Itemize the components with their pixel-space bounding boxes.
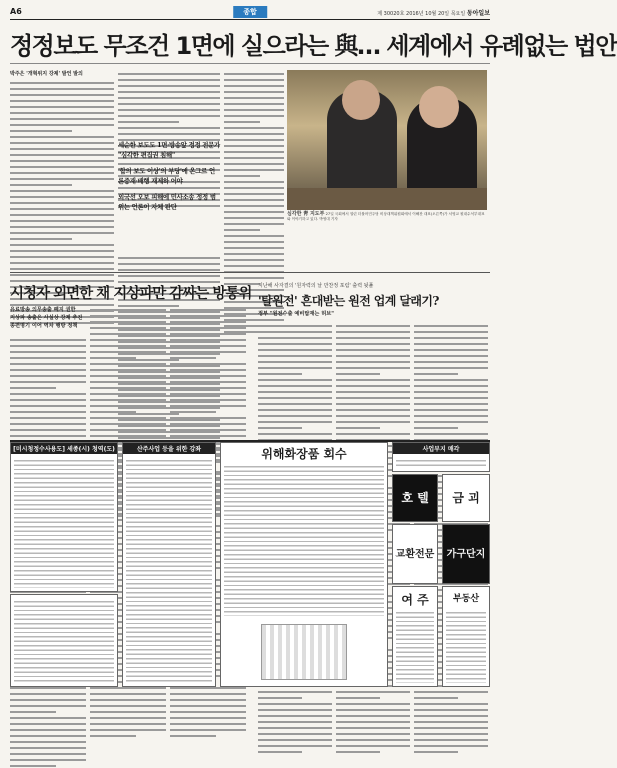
pullquote-2: '합의 보도 이상'의 부당'에 온그르 언론중재·배행 재제하 어야 [118,167,215,185]
ad-block-2 [122,442,216,687]
second-left-col-1 [10,336,86,436]
ad-8-big: 여 주 [401,593,429,607]
ad-block-5 [392,474,438,522]
second-left-headline: 시청자 외면한 채 지상파만 감싸는 방통위 [10,285,252,302]
lead-column-3 [224,70,284,266]
issue-date: 2016년 10월 20일 목요일 [406,11,466,17]
second-left-col-3 [170,306,246,436]
ad-block-8 [392,586,438,687]
ad-3-image [261,624,347,680]
kicker-left-1: 유료방송 의무송출 폐지 권한 [10,307,76,313]
photo-caption [287,212,487,222]
ad-block-6 [392,524,438,584]
second-left-col-2 [90,306,166,436]
photo-caption-text: 27일 국회에서 열린 더불어민주당 비상대책위원회에서 이해찬 대표(오른쪽)가 서영교 원내수석부대표와 이야기하고 있다. 박영대 기자 [287,212,485,221]
section-label: 종합 [233,6,267,18]
text-line [170,732,216,738]
kicker-left-3: 종편명기 이어 역차 행방 정책 [10,323,78,329]
lead-column-1 [10,70,114,255]
page-number: A6 [10,7,22,16]
ad-block-4 [392,442,490,472]
ad-9-big: 금 괴 [452,491,480,505]
second-right-headline: '탈원전' 흔대받는 원전 업계 달래기? [258,294,439,308]
text-line [10,762,56,768]
issue-number: 제 30020호 [377,11,405,17]
pullquote-3: 외국선 오보 피해에 민사소송 정정 범위는 언론이 자체 판단 [118,193,216,211]
second-right-col-2 [336,322,410,436]
paper-name: 동아일보 [466,10,490,17]
lead-headline: 정정보도 무조건 1면에 실으라는 與… 세계에서 유례없는 법안 [10,28,490,64]
second-right-kicker: 지난해 사자결의 '원자력의 날 만찬정 포럼' 출력 뒷풀 [258,283,374,289]
ad-7-big: 가구단지 [446,549,486,560]
kicker-left-2: 지상파 송출은 사실상 강제 추진 [10,315,83,321]
ad-block-9 [442,474,490,522]
lead-byline: 박주은 '개혁위지 강제' 발언 발의 [10,71,83,77]
text-line [258,748,302,754]
ad-10-big: 부동산 [452,594,480,604]
classified-ads [10,442,490,687]
page-header [10,6,490,20]
lead-column-2-bottom [118,254,220,268]
text-line [414,748,458,754]
ad-block-3 [220,442,388,687]
ad-1-title: [미시청정수사용도] 세종(시) 청역(도) [11,443,117,454]
ad-block-7 [442,524,490,584]
lead-pullquotes [118,140,220,252]
lead-photo [287,70,487,210]
text-line [90,732,136,738]
issue-meta [377,8,490,17]
second-right-col-3 [414,322,488,436]
second-right-col-1 [258,322,332,436]
ad-3-title: 위해화장품 회수 [261,447,347,461]
pullquote-1: 세순한 보도도 1면·방송앞 정정 전문가 "심각한 편집권 침해" [118,141,220,159]
photo-caption-name: 심각한 靑 지도부 [287,211,325,217]
second-right-subkicker: 정부 "원전수출 예비탑재는 허브" [258,311,334,317]
ad-block-10 [442,586,490,687]
ad-2-title: 산주사업 등을 위한 강좌 [123,443,215,454]
ad-4-title: 사업부지 매각 [393,443,489,454]
section-divider [10,272,490,273]
lead-column-2-top [118,70,220,138]
ad-block-1b [10,594,118,687]
ad-5-big: 호 텔 [401,491,429,505]
ad-6-big: 교환전문 [395,549,435,560]
ad-block-1 [10,442,118,592]
text-line [336,748,380,754]
